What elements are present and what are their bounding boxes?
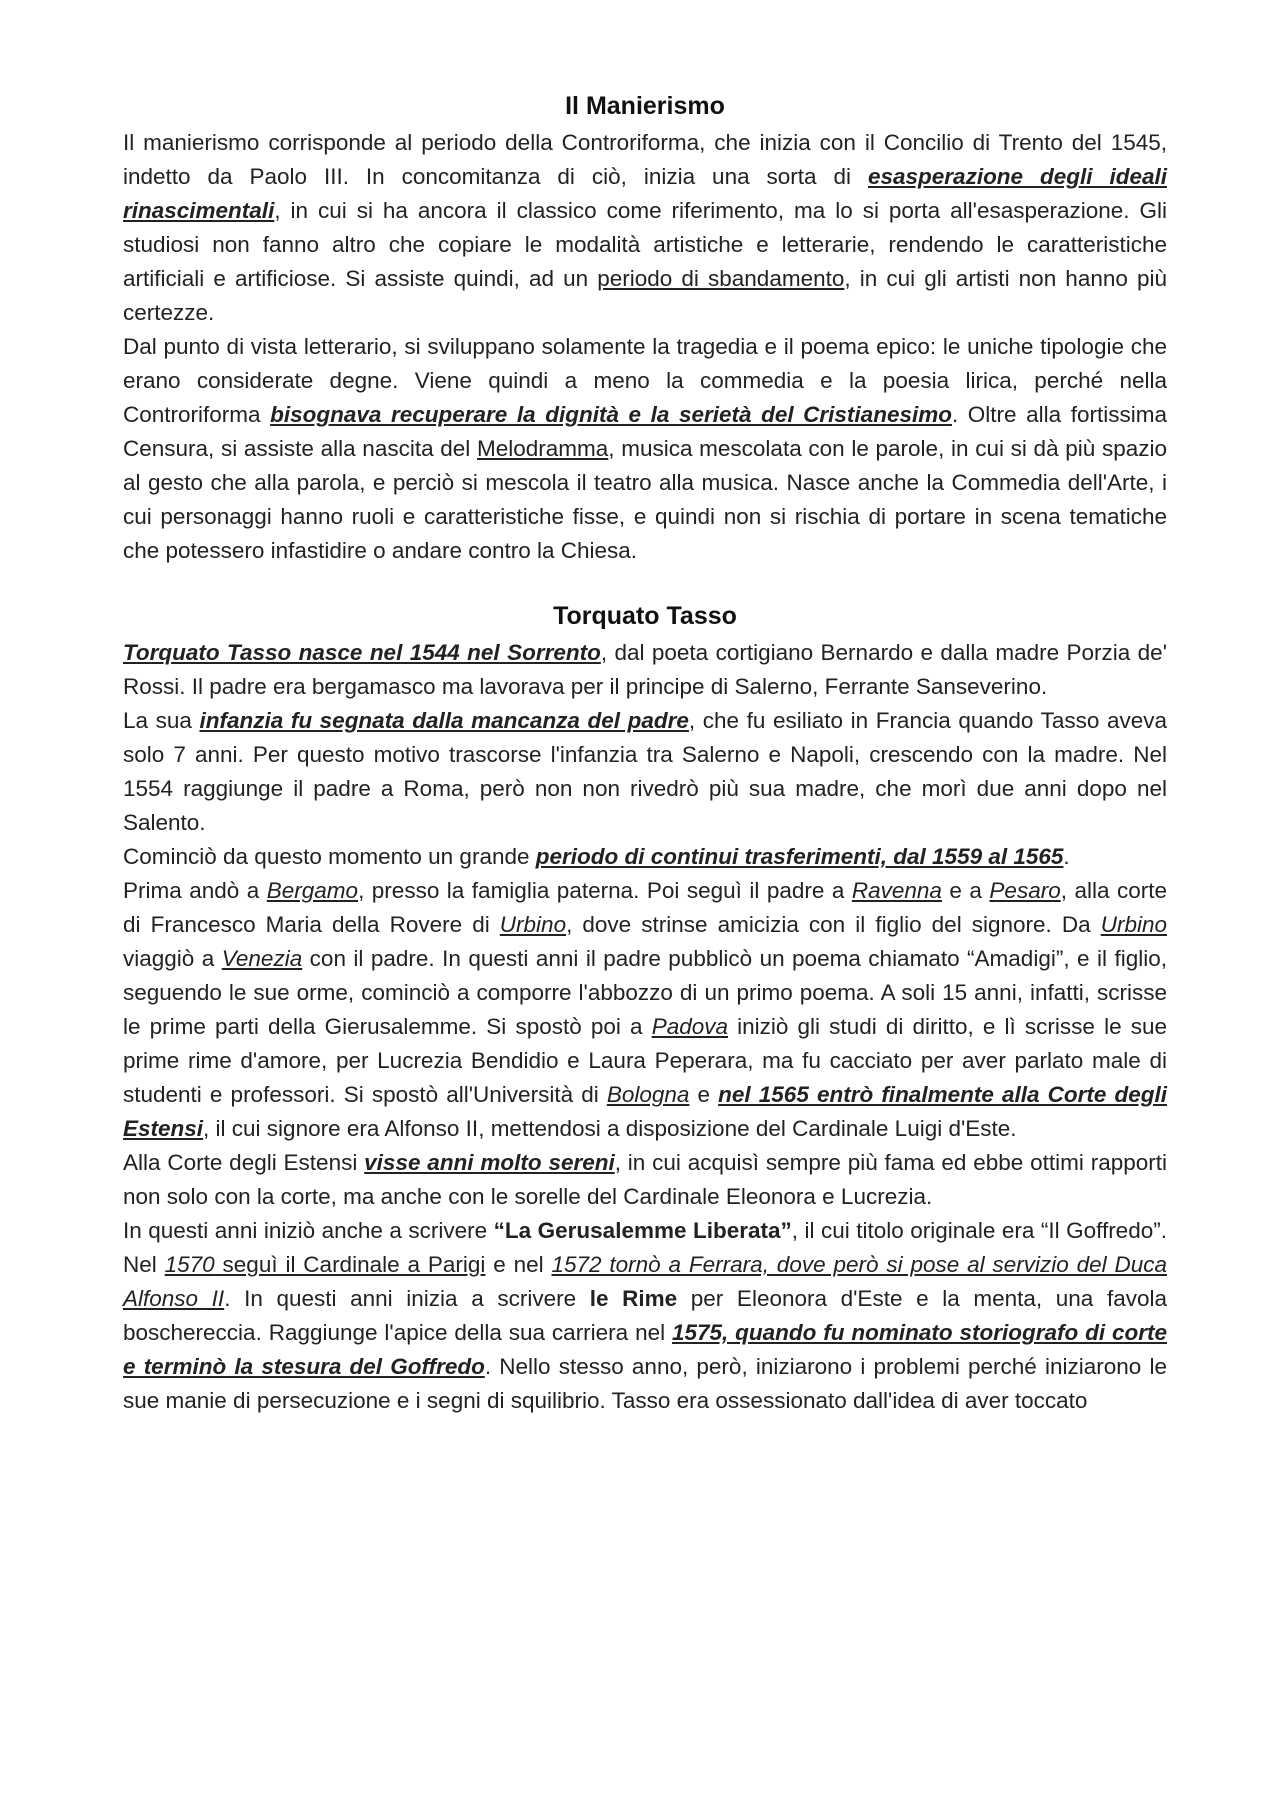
paragraph-tasso-6 bbox=[123, 1214, 1167, 1418]
text-run: , il cui signore era Alfonso II, mettendosi a disposizione del Cardinale Luigi d'Este. bbox=[203, 1116, 1017, 1141]
date-run: 1570 bbox=[164, 1252, 215, 1277]
text-run: , in cui si ha ancora il classico come riferimento, ma lo si porta all'esasperazione. Gli studiosi non fanno altro che copiare le modalità artistiche e letterarie, rendendo le caratteristiche artificiali e artificiose. Si assiste quindi, ad un bbox=[123, 198, 1167, 291]
text-run: viaggiò a bbox=[123, 946, 222, 971]
paragraph-tasso-3 bbox=[123, 840, 1167, 874]
emphasis-run: Torquato Tasso nasce nel 1544 nel Sorrento bbox=[123, 640, 601, 665]
text-run: In questi anni iniziò anche a scrivere bbox=[123, 1218, 494, 1243]
paragraph-tasso-5 bbox=[123, 1146, 1167, 1214]
text-run: , dove strinse amicizia con il figlio del signore. Da bbox=[566, 912, 1101, 937]
underlined-run: Melodramma bbox=[476, 436, 609, 461]
paragraph-manierismo-2 bbox=[123, 330, 1167, 568]
text-run: Il manierismo corrisponde al periodo della Controriforma, che inizia con il Concilio di Trento del 1545, indetto da Paolo III. In concomitanza di ciò, inizia una sorta di bbox=[123, 130, 1167, 189]
text-run: . bbox=[1063, 844, 1070, 869]
place-run: Ravenna bbox=[851, 878, 942, 903]
place-run: Bologna bbox=[606, 1082, 690, 1107]
emphasis-run: periodo di continui trasferimenti, dal 1559 al 1565 bbox=[535, 844, 1064, 869]
text-run: con il padre. In questi anni il padre pubblicò un poema chiamato “Amadigi”, e il figlio, seguendo le sue orme, cominciò a comporre l'abbozzo di un primo poema. A soli 15 anni, infatti, scrisse le prime parti della Gierusalemme. Si spostò poi a bbox=[123, 946, 1167, 1039]
paragraph-tasso-4 bbox=[123, 874, 1167, 1146]
paragraph-manierismo-1 bbox=[123, 126, 1167, 330]
date-run: 1572 tornò a Ferrara, dove però si pose al servizio del Duca Alfonso II bbox=[123, 1252, 1168, 1311]
text-run: . Nello stesso anno, però, iniziarono i problemi perché iniziarono le sue manie di persecuzione e i segni di squilibrio. Tasso era ossessionato dall'idea di aver toccato bbox=[123, 1354, 1167, 1413]
place-run: Pesaro bbox=[989, 878, 1061, 903]
place-run: Venezia bbox=[221, 946, 303, 971]
text-run: per Eleonora d'Este e la menta, una favola boschereccia. Raggiunge l'apice della sua carriera nel bbox=[123, 1286, 1167, 1345]
text-run: , presso la famiglia paterna. Poi seguì il padre a bbox=[358, 878, 852, 903]
text-run: , che fu esiliato in Francia quando Tasso aveva solo 7 anni. Per questo motivo trascorse l'infanzia tra Salerno e Napoli, crescendo con la madre. Nel 1554 raggiunge il padre a Roma, però non non rivedrò più sua madre, che morì due anni dopo nel Salento. bbox=[123, 708, 1167, 835]
text-run: , in cui acquisì sempre più fama ed ebbe ottimi rapporti non solo con la corte, ma anche con le sorelle del Cardinale Eleonora e Lucrezia. bbox=[123, 1150, 1167, 1209]
bold-run: le Rime bbox=[589, 1286, 678, 1311]
text-run: La sua bbox=[123, 708, 200, 733]
place-run: Urbino bbox=[1100, 912, 1167, 937]
underlined-run: seguì il Cardinale a Parigi bbox=[214, 1252, 486, 1277]
text-run: e bbox=[689, 1082, 719, 1107]
text-run: , alla corte di Francesco Maria della Rovere di bbox=[123, 878, 1167, 937]
text-run: e a bbox=[941, 878, 990, 903]
paragraph-tasso-1 bbox=[123, 636, 1167, 704]
emphasis-run: 1575, quando fu nominato storiografo di corte e terminò la stesura del Goffredo bbox=[123, 1320, 1167, 1379]
section-title-tasso: Torquato Tasso bbox=[553, 602, 737, 630]
paragraph-tasso-2 bbox=[123, 704, 1167, 840]
emphasis-run: infanzia fu segnata dalla mancanza del padre bbox=[199, 708, 689, 733]
emphasis-run: nel 1565 entrò finalmente alla Corte degli Estensi bbox=[123, 1082, 1167, 1141]
underlined-run: periodo di sbandamento bbox=[597, 266, 845, 291]
text-run: , in cui gli artisti non hanno più certezze. bbox=[123, 266, 1167, 325]
emphasis-run: visse anni molto sereni bbox=[364, 1150, 615, 1175]
place-run: Bergamo bbox=[266, 878, 359, 903]
text-run: , il cui titolo originale era “Il Goffredo”. Nel bbox=[123, 1218, 1167, 1277]
text-run: e nel bbox=[485, 1252, 552, 1277]
section-title-manierismo: Il Manierismo bbox=[565, 92, 725, 120]
text-run: Prima andò a bbox=[123, 878, 267, 903]
text-run: Alla Corte degli Estensi bbox=[123, 1150, 365, 1175]
text-run: , dal poeta cortigiano Bernardo e dalla madre Porzia de' Rossi. Il padre era bergamasco ma lavorava per il principe di Salerno, Ferrante Sanseverino. bbox=[123, 640, 1167, 699]
emphasis-run: bisognava recuperare la dignità e la serietà del Cristianesimo bbox=[270, 402, 952, 427]
place-run: Padova bbox=[651, 1014, 728, 1039]
text-run: , musica mescolata con le parole, in cui si dà più spazio al gesto che alla parola, e perciò si mescola il teatro alla musica. Nasce anche la Commedia dell'Arte, i cui personaggi hanno ruoli e caratteristiche fisse, e quindi non si rischia di portare in scena tematiche che potessero infastidire o andare contro la Chiesa. bbox=[123, 436, 1168, 563]
text-run: . Oltre alla fortissima Censura, si assiste alla nascita del bbox=[123, 402, 1167, 461]
document-page bbox=[123, 86, 1167, 1418]
text-run: iniziò gli studi di diritto, e lì scrisse le sue prime rime d'amore, per Lucrezia Bendidio e Laura Peperara, ma fu cacciato per aver parlato male di studenti e professori. Si spostò all'Università di bbox=[123, 1014, 1167, 1107]
text-run: . In questi anni inizia a scrivere bbox=[224, 1286, 590, 1311]
text-run: Dal punto di vista letterario, si sviluppano solamente la tragedia e il poema epico: le uniche tipologie che erano considerate degne. Viene quindi a meno la commedia e la poesia lirica, perché nella Controriforma bbox=[123, 334, 1167, 427]
bold-run: “La Gerusalemme Liberata” bbox=[493, 1218, 792, 1243]
text-run: Cominciò da questo momento un grande bbox=[123, 844, 536, 869]
emphasis-run: esasperazione degli ideali rinascimentali bbox=[123, 164, 1167, 223]
place-run: Urbino bbox=[499, 912, 567, 937]
